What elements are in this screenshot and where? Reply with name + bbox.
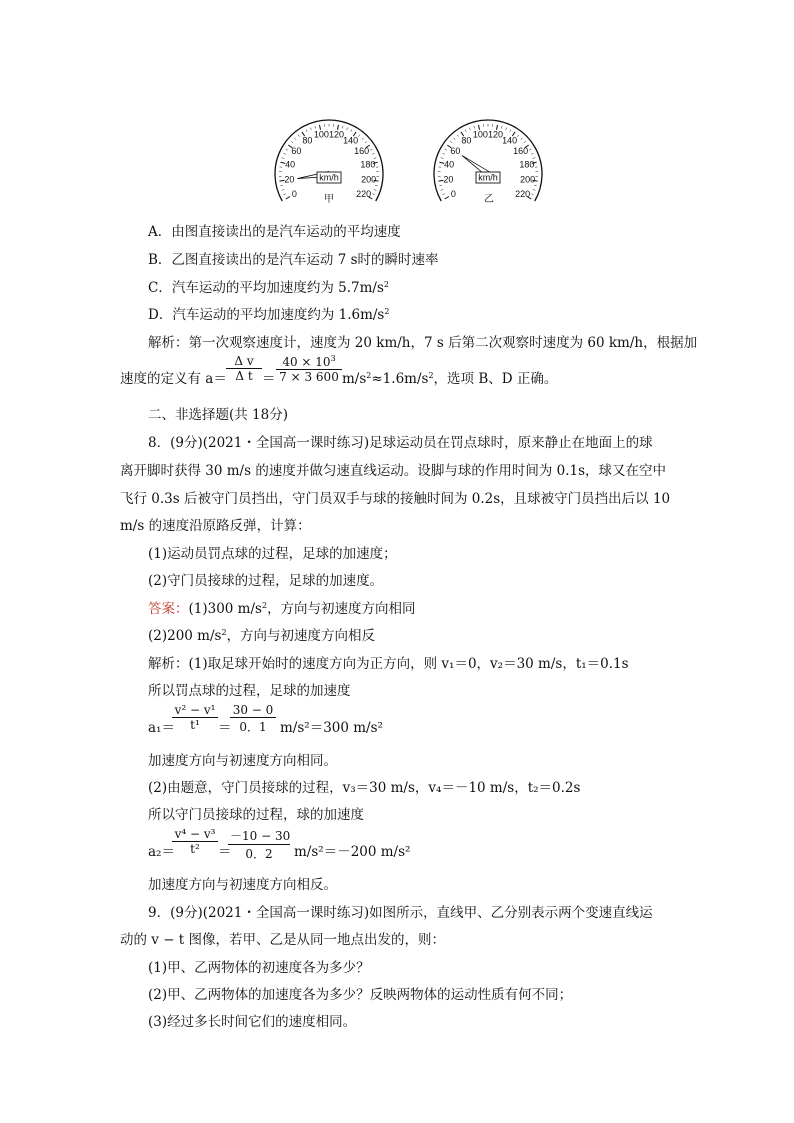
gauge-tick [534, 185, 536, 186]
q9-line-2: 动的 v − t 图像，若甲、乙是从同一地点出发的，则： [120, 932, 446, 948]
gauge-tick-label: 60 [450, 145, 461, 156]
gauge-tick [282, 158, 284, 159]
q9-sub-2: (2)甲、乙两物体的加速度各为多少？反映两物体的运动性质有何不同； [148, 987, 573, 1003]
q8-line-2: 离开脚时获得 30 m/s 的速度并做匀速直线运动。设脚与球的作用时间为 0.1s，球又在空中 [120, 463, 667, 479]
answer-label: 答案： [148, 601, 189, 617]
gauge-tick [374, 158, 376, 159]
option-d: D．汽车运动的平均加速度约为 $1.6m/s^2$ [148, 307, 390, 323]
q8-analysis-3: 加速度方向与初速度方向相同。 [148, 753, 337, 769]
speedometer-yi [429, 108, 547, 199]
a2-fraction-2: $\frac{-10 - 30}{0.2}$ [230, 829, 291, 861]
gauge-tick [474, 126, 475, 128]
gauge-tick [306, 130, 307, 132]
gauge-tick [533, 190, 535, 191]
gauge-tick [291, 141, 293, 143]
q8-analysis-1: 解析：(1)取足球开始时的速度方向为正方向，则 v₁＝0，v₂＝30 m/s，t₁＝0.1s [148, 656, 629, 672]
speedometer-jia [270, 108, 388, 199]
gauge-tick-label: 80 [461, 135, 472, 146]
gauge-tick-label: 180 [360, 159, 376, 170]
q8-answer-1: 答案：(1)300 $m/s^2$，方向与初速度方向相同 [148, 601, 416, 617]
q8-analysis-6: 加速度方向与初速度方向相反。 [148, 877, 337, 893]
gauge-tick [284, 194, 286, 195]
q8-line-3: 飞行 0.3s 后被守门员挡出，守门员双手与球的接触时间为 0.2s，且球被守门员挡出后以 10 [120, 491, 671, 507]
section-heading: 二、非选择题(共 18分) [148, 407, 289, 423]
a1-fraction-2: $\frac{30 - 0}{0.1}$ [230, 703, 276, 735]
gauge-tick [469, 128, 470, 130]
q7-definition-lhs: 速度的定义有 a＝ [120, 371, 227, 387]
q8-analysis-5: 所以守门员接球的过程，球的加速度 [148, 807, 364, 823]
a1-fraction-1: $\frac{\text{v² − v¹}}{\text{t¹}}$ [172, 703, 218, 732]
gauge-tick-label: 140 [343, 135, 359, 146]
gauge-tick [315, 126, 316, 128]
gauge-tick [358, 135, 360, 137]
gauge-unit-label: km/h [319, 172, 339, 183]
gauge-tick-label: 200 [361, 174, 377, 185]
a1-lhs: a₁＝ [148, 720, 175, 736]
a1-equals: ＝ [218, 720, 232, 736]
gauge-tick [457, 135, 459, 137]
gauge-tick-label: 40 [444, 159, 455, 170]
gauge-tick [351, 130, 352, 132]
gauge-tick [524, 141, 526, 143]
gauge-tick-label: 200 [520, 174, 536, 185]
option-b: B．乙图直接读出的是汽车运动 7 s时的瞬时速率 [148, 252, 439, 268]
gauge-tick [284, 153, 286, 154]
gauge-tick [282, 190, 284, 191]
gauge-tick [374, 190, 376, 191]
gauge-tick [441, 158, 443, 159]
q8-sub-1: (1)运动员罚点球的过程，足球的加速度； [148, 546, 397, 562]
gauge-tick-label: 160 [513, 145, 529, 156]
gauge-label-jia: 甲 [324, 194, 334, 205]
gauge-tick [342, 126, 343, 128]
gauge-unit-label: km/h [478, 172, 498, 183]
gauge-tick [443, 153, 445, 154]
gauge-tick-label: 60 [291, 145, 302, 156]
fraction-40e3-over-7x3600: $\frac{40 \times 10^3}{7 \times 3 600}$ [276, 354, 342, 384]
a2-lhs: a₂＝ [148, 844, 175, 860]
gauge-tick [310, 128, 311, 130]
gauge-tick [280, 185, 282, 186]
gauge-tick-label: 100 [313, 129, 329, 140]
gauge-tick [531, 194, 533, 195]
q8-answer-2: (2)200 $m/s^2$，方向与初速度方向相反 [148, 628, 376, 644]
gauge-tick [286, 197, 290, 200]
gauge-tick [450, 141, 452, 143]
gauge-tick [370, 149, 372, 150]
gauge-label-yi: 乙 [484, 194, 494, 205]
equals-sign: ＝ [262, 371, 276, 387]
gauge-tick [443, 194, 445, 195]
gauge-tick [362, 138, 364, 140]
gauge-tick [439, 185, 441, 186]
gauge-tick [298, 135, 300, 137]
a2-rhs: m/s²＝－200 m/s² [294, 844, 411, 860]
gauge-tick [531, 153, 533, 154]
q9-sub-1: (1)甲、乙两物体的初速度各为多少？ [148, 960, 370, 976]
gauge-tick [529, 149, 531, 150]
gauge-tick-label: 0 [450, 189, 456, 199]
gauge-tick [365, 141, 367, 143]
option-c: C．汽车运动的平均加速度约为 $5.7m/s^2$ [148, 280, 389, 296]
a1-rhs: m/s²＝300 m/s² [280, 720, 383, 736]
gauge-tick [286, 149, 288, 150]
gauge-tick-label: 20 [284, 174, 295, 185]
a2-fraction-1: $\frac{\text{v⁴ − v³}}{\text{t²}}$ [172, 827, 218, 856]
gauge-tick [294, 138, 296, 140]
gauge-tick-label: 220 [515, 189, 531, 199]
gauge-tick [347, 128, 348, 130]
gauge-tick-label: 120 [488, 129, 504, 140]
gauge-tick-label: 180 [519, 159, 535, 170]
q8-line-1: 8．(9分)(2021・全国高一课时练习)足球运动员在罚点球时，原来静止在地面上的球 [148, 435, 653, 451]
gauge-tick [510, 130, 511, 132]
q8-analysis-4: (2)由题意，守门员接球的过程，v₃＝30 m/s，v₄＝－10 m/s，t₂＝0.2s [148, 780, 581, 796]
gauge-tick [521, 138, 523, 140]
gauge-tick-label: 20 [443, 174, 454, 185]
gauge-tick [375, 185, 377, 186]
gauge-tick [453, 138, 455, 140]
gauge-tick-label: 100 [472, 129, 488, 140]
gauge-tick-label: 160 [354, 145, 370, 156]
q8-line-4: m/s 的速度沿原路反弹，计算： [120, 518, 311, 534]
gauge-tick [445, 149, 447, 150]
gauge-tick [441, 190, 443, 191]
q8-sub-2: (2)守门员接球的过程，足球的加速度。 [148, 573, 384, 589]
gauge-tick [501, 126, 502, 128]
a2-equals: ＝ [218, 844, 232, 860]
gauge-tick-label: 80 [302, 135, 313, 146]
fraction-dv-dt: $\frac{\text{Δ v}}{\text{Δ t}}$ [226, 354, 262, 383]
gauge-tick-label: 0 [291, 189, 297, 199]
gauge-tick [517, 135, 519, 137]
gauge-tick [372, 153, 374, 154]
q9-sub-3: (3)经过多长时间它们的速度相同。 [148, 1014, 357, 1030]
q9-line-1: 9．(9分)(2021・全国高一课时练习)如图所示，直线甲、乙分别表示两个变速直线运 [148, 905, 653, 921]
gauge-tick-label: 140 [502, 135, 518, 146]
gauge-tick [533, 158, 535, 159]
option-a: A．由图直接读出的是汽车运动的平均速度 [148, 224, 401, 240]
gauge-tick-label: 40 [285, 159, 296, 170]
gauge-tick [465, 130, 466, 132]
gauge-tick [506, 128, 507, 130]
gauge-tick [372, 194, 374, 195]
gauge-tick-label: 120 [329, 129, 345, 140]
q7-definition-result: $m/s^2\approx 1.6m/s^2$，选项 B、D 正确。 [342, 371, 558, 387]
q7-analysis: 解析：第一次观察速度计，速度为 20 km/h，7 s 后第二次观察时速度为 60 km/h，根据加 [148, 335, 698, 351]
q8-analysis-2: 所以罚点球的过程，足球的加速度 [148, 683, 351, 699]
gauge-tick-label: 220 [356, 189, 372, 199]
gauge-tick [445, 197, 449, 200]
